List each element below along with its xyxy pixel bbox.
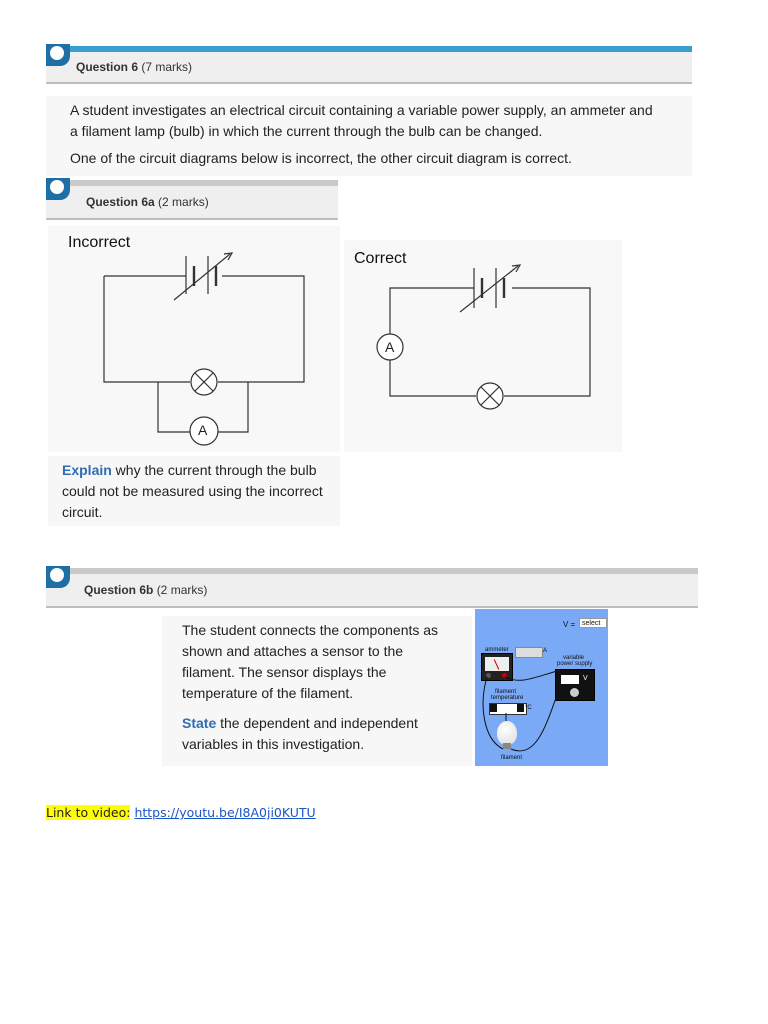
ammeter-symbol: A [198,422,208,438]
incorrect-circuit-panel [48,226,340,452]
question-marks: (2 marks) [156,583,208,597]
supply-unit: V [583,675,588,682]
question-6-header [46,46,692,84]
incorrect-label: Incorrect [68,234,131,251]
question-number: Question 6 [76,60,139,74]
voltage-select-value: select [582,620,601,627]
temp-label-1: filament [495,689,517,695]
question-6b-text [162,616,472,766]
temp-unit: °C [525,705,532,711]
correct-circuit-panel [344,240,622,452]
state-keyword: State [182,715,217,731]
question-tab-icon [46,44,70,66]
prompt-line-3: circuit. [62,504,103,520]
correct-label: Correct [354,250,407,267]
question-marks: (7 marks) [141,60,193,74]
video-link-row [46,805,316,820]
state-text: the dependent and independent [216,715,418,731]
video-link[interactable]: https://youtu.be/I8A0ji0KUTU [134,805,316,820]
ammeter-unit: A [543,648,548,654]
filament-label: filament [501,755,523,761]
explain-keyword: Explain [62,462,112,478]
temp-label-2: temperature [491,695,524,701]
simulation-wires [475,609,608,766]
text-line: shown and attaches a sensor to the [182,643,404,659]
ammeter-label: ammeter [485,647,509,653]
prompt-line-2: could not be measured using the incorrect [62,483,323,499]
question-6-title [76,60,192,74]
question-tab-icon [46,178,70,200]
state-line-2: variables in this investigation. [182,736,365,752]
question-6b-header [46,568,698,608]
question-marks: (2 marks) [158,195,209,209]
supply-label-1: variable [563,655,585,661]
question-number: Question 6a [86,195,155,209]
supply-label-2: power supply [557,661,593,667]
prompt-text: why the current through the bulb [111,462,317,478]
question-6a-prompt [48,456,340,526]
voltage-label: V = [563,620,576,629]
text-line: The student connects the components as [182,622,439,638]
question-tab-icon [46,566,70,588]
intro-line: a filament lamp (bulb) in which the current through the bulb can be changed. [70,123,543,139]
question-6a-title [86,195,209,209]
ammeter-symbol: A [385,339,395,355]
question-6-intro [46,96,692,176]
question-6b-title [84,583,207,597]
text-line: filament. The sensor displays the [182,664,387,680]
prompt-line-1 [62,460,340,481]
intro-line: One of the circuit diagrams below is incorrect, the other circuit diagram is correct. [70,150,572,166]
question-number: Question 6b [84,583,154,597]
intro-line: A student investigates an electrical circuit containing a variable power supply, an ammeter and [70,102,653,118]
text-line: temperature of the filament. [182,685,354,701]
state-line-1 [182,713,472,734]
incorrect-circuit-diagram [48,226,340,452]
video-link-label: Link to video: [46,805,131,820]
simulation-panel [475,609,608,766]
question-6a-header [46,180,338,220]
